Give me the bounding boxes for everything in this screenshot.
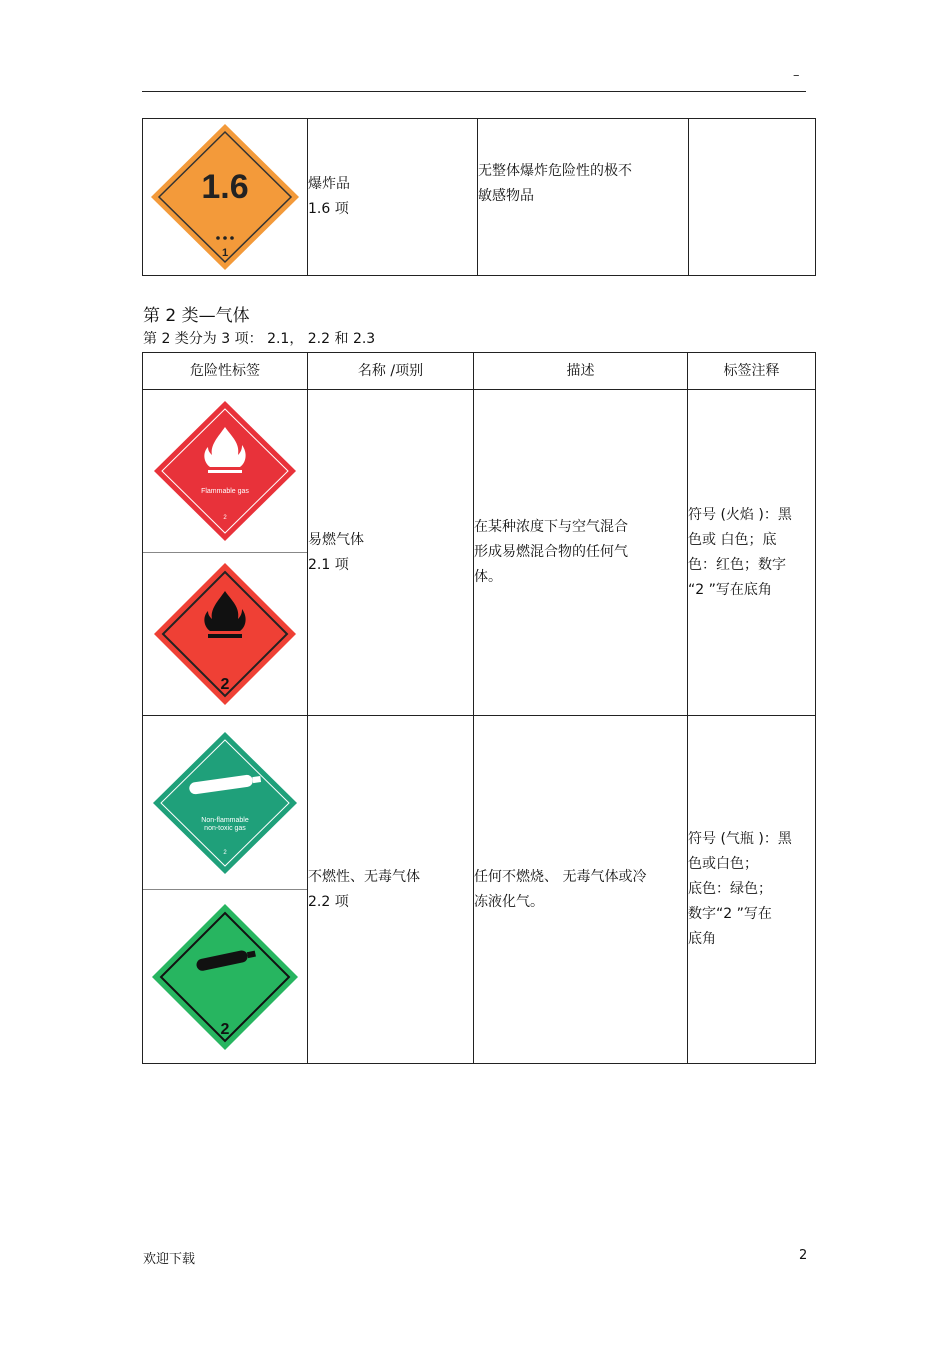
- label-number: 2: [220, 1020, 230, 1038]
- note-line: 符号 (火焰 )：黑: [688, 506, 792, 523]
- hazard-label-cell: [143, 390, 308, 716]
- explosive-1-6-label: [147, 120, 303, 274]
- name-cell: [308, 119, 478, 276]
- hazard-label-cell: [143, 119, 308, 276]
- note-line: 数字“2 ”写在: [688, 906, 772, 922]
- table-row: [143, 390, 816, 716]
- table-header-row: [143, 353, 816, 390]
- label-text: Non-flammable: [201, 816, 249, 824]
- label-number: 2: [223, 515, 227, 521]
- label-text: non-toxic gas: [204, 824, 246, 832]
- section-title: 第 2 类—气体: [143, 306, 250, 326]
- header-mark: –: [793, 68, 800, 83]
- flammable-gas-label-black: [150, 559, 300, 709]
- name-line2: 2.2 项: [308, 893, 349, 910]
- description-cell: [478, 119, 689, 276]
- explosives-table: [142, 118, 816, 276]
- label-image-bottom: [143, 890, 307, 1063]
- header-rule: [142, 91, 806, 92]
- section-subtitle: 第 2 类分为 3 项： 2.1， 2.2 和 2.3: [143, 331, 376, 347]
- note-cell: [689, 119, 816, 276]
- description-line: 任何不燃烧、 无毒气体或冷: [474, 868, 647, 885]
- note-line: 色或白色；: [688, 856, 758, 872]
- note-line: 色：红色；数字: [688, 556, 786, 573]
- label-group: 1: [221, 247, 229, 259]
- name-line1: 不燃性、无毒气体: [308, 868, 420, 885]
- description-line: 冻液化气。: [474, 893, 544, 910]
- hazard-label-cell: [143, 716, 308, 1064]
- footer-text: 欢迎下载: [143, 1252, 196, 1267]
- name-line2: 2.1 项: [308, 556, 349, 573]
- non-flammable-gas-label-white: [149, 728, 301, 878]
- description-line: 体。: [474, 569, 502, 585]
- flammable-gas-label-white: [150, 397, 300, 545]
- column-header: 描述: [474, 353, 688, 390]
- table-row: [143, 119, 816, 276]
- table-row: [143, 716, 816, 1064]
- description-cell: [474, 390, 688, 716]
- note-line: 底色：绿色；: [688, 881, 772, 897]
- note-line: “2 ”写在底角: [688, 581, 772, 598]
- label-image-top: [143, 390, 307, 553]
- name-line2: 1.6 项: [308, 201, 349, 217]
- label-image-top: [143, 716, 307, 890]
- gases-table: [142, 352, 816, 1064]
- description-line1: 无整体爆炸危险性的极不: [478, 163, 632, 179]
- column-header: 危险性标签: [143, 353, 308, 390]
- note-cell: [688, 390, 816, 716]
- page-number: 2: [799, 1248, 808, 1263]
- column-header: 名称 /项别: [308, 353, 474, 390]
- column-header: 标签注释: [688, 353, 816, 390]
- label-text: Flammable gas: [201, 488, 249, 495]
- note-cell: [688, 716, 816, 1064]
- name-cell: [308, 716, 474, 1064]
- non-flammable-gas-label-black: [148, 900, 302, 1054]
- description-line: 在某种浓度下与空气混合: [474, 519, 628, 535]
- label-number: 2: [220, 676, 230, 693]
- description-line: 形成易燃混合物的任何气: [474, 544, 628, 560]
- description-line2: 敏感物品: [478, 188, 534, 204]
- label-image-bottom: [143, 553, 307, 715]
- name-line1: 易燃气体: [308, 531, 364, 548]
- label-number: 2: [223, 849, 227, 856]
- note-line: 符号 (气瓶 )：黑: [688, 831, 792, 847]
- name-line1: 爆炸品: [308, 176, 350, 192]
- note-line: 色或 白色；底: [688, 531, 777, 548]
- label-number: 1.6: [201, 168, 249, 206]
- description-cell: [474, 716, 688, 1064]
- note-line: 底角: [688, 931, 716, 947]
- name-cell: [308, 390, 474, 716]
